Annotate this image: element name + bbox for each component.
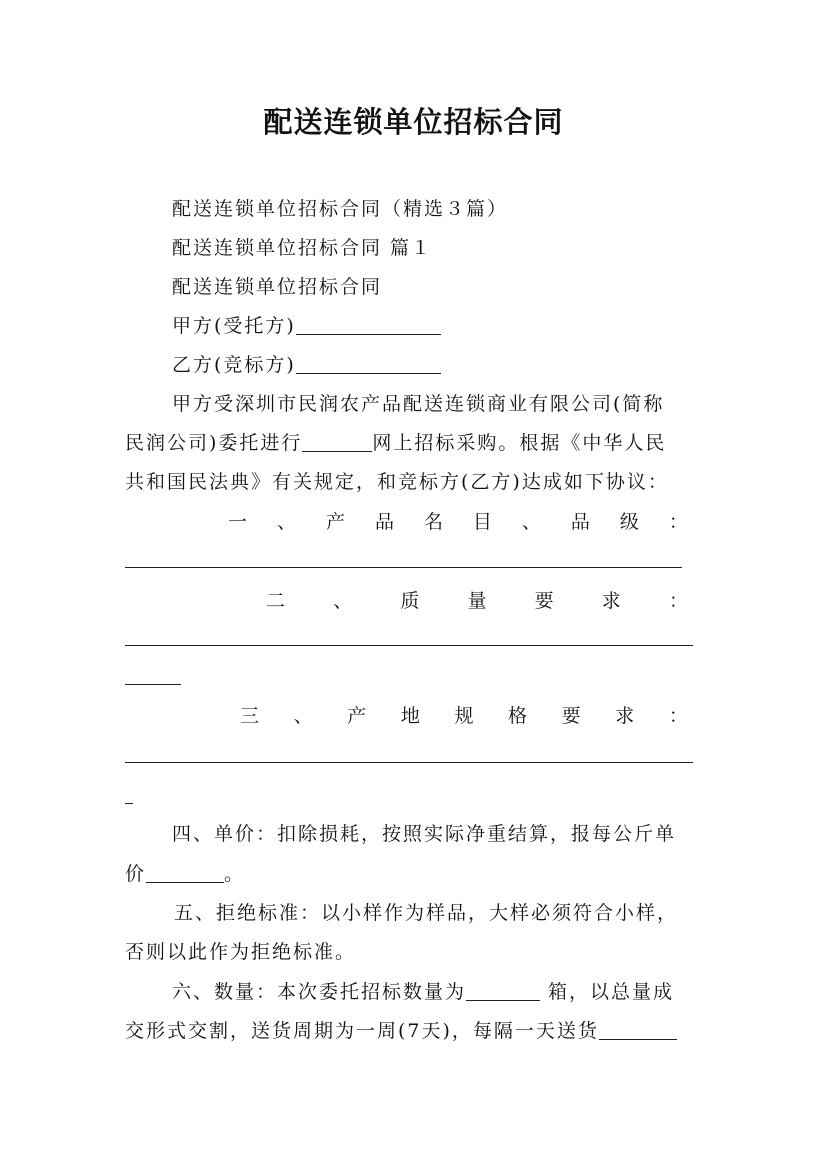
section-5-line-1: 五、拒绝标准：以小样作为样品，大样必须符合小样， (174, 902, 679, 924)
section-1-char: 一 (228, 511, 248, 533)
price-end: 。 (224, 863, 246, 885)
section-5-line-2: 否则以此作为拒绝标准。 (125, 941, 357, 963)
section-3-char: 地 (400, 705, 420, 727)
section-1-blank (125, 567, 682, 568)
section-2-blank-continued (125, 684, 181, 685)
party-b-line (172, 346, 732, 384)
section-2-char: 、 (333, 590, 353, 612)
section-6-line-2 (125, 1012, 715, 1050)
item-blank (302, 450, 372, 452)
section-1-char: 、 (276, 511, 296, 533)
quantity-end: 箱，以总量成 (540, 981, 675, 1003)
section-2-char: 要 (534, 590, 554, 612)
section-3-blank (125, 762, 693, 763)
section-3-heading (240, 697, 688, 735)
section-1-char: 品 (570, 511, 590, 533)
section-1-char: 级 (619, 511, 639, 533)
section-6-line-1 (172, 973, 732, 1011)
page-title: 配送连锁单位招标合同 (263, 105, 564, 139)
section-2-char: 量 (467, 590, 487, 612)
section-1-char: 品 (374, 511, 394, 533)
section-3-char: 三 (240, 705, 260, 727)
section-2-char: 求 (601, 590, 621, 612)
section-1-char: 、 (521, 511, 541, 533)
quantity-label: 六、数量：本次委托招标数量为 (172, 981, 467, 1003)
price-blank (146, 881, 224, 883)
contract-name: 配送连锁单位招标合同 (172, 276, 383, 298)
intro-line-2 (125, 424, 715, 462)
section-1-char: 产 (325, 511, 345, 533)
section-3-char: 规 (454, 705, 474, 727)
section-3-char: ： (668, 705, 688, 727)
intro-line-3: 共和国民法典》有关规定，和竞标方(乙方)达成如下协议： (125, 471, 669, 493)
section-3-char: 求 (615, 705, 635, 727)
intro-line-2-end: 网上招标采购。根据《中华人民 (372, 432, 667, 454)
section-2-char: ： (668, 590, 688, 612)
section-3-blank-continued (125, 803, 133, 804)
section-3-char: 要 (561, 705, 581, 727)
intro-line-1: 甲方受深圳市民润农产品配送连锁商业有限公司(简称 (172, 393, 665, 415)
intro-line-2-start: 民润公司)委托进行 (125, 432, 303, 454)
quantity-blank (466, 999, 540, 1001)
party-b-blank (296, 372, 441, 374)
delivery-blank (599, 1038, 677, 1040)
party-b-label: 乙方(竞标方) (172, 354, 296, 376)
section-2-blank (125, 645, 693, 646)
section-4-line-1: 四、单价：扣除损耗，按照实际净重结算，报每公斤单 (172, 823, 677, 845)
section-2-heading (266, 582, 688, 620)
party-a-blank (296, 333, 441, 335)
section-1-heading (228, 503, 688, 541)
section-4-line-2 (125, 855, 715, 893)
section-1-char: 目 (472, 511, 492, 533)
section-1-char: 名 (423, 511, 443, 533)
chapter-heading: 配送连锁单位招标合同 篇１ (172, 237, 433, 259)
section-2-char: 质 (400, 590, 420, 612)
section-3-char: 格 (508, 705, 528, 727)
price-label: 价 (125, 863, 147, 885)
section-1-char: ： (668, 511, 688, 533)
section-3-char: 、 (293, 705, 313, 727)
section-2-char: 二 (266, 590, 286, 612)
delivery-text: 交形式交割，送货周期为一周(7天)，每隔一天送货 (125, 1020, 599, 1042)
document-subtitle: 配送连锁单位招标合同（精选３篇） (172, 198, 509, 220)
section-3-char: 产 (347, 705, 367, 727)
party-a-line (172, 307, 732, 345)
party-a-label: 甲方(受托方) (172, 315, 296, 337)
